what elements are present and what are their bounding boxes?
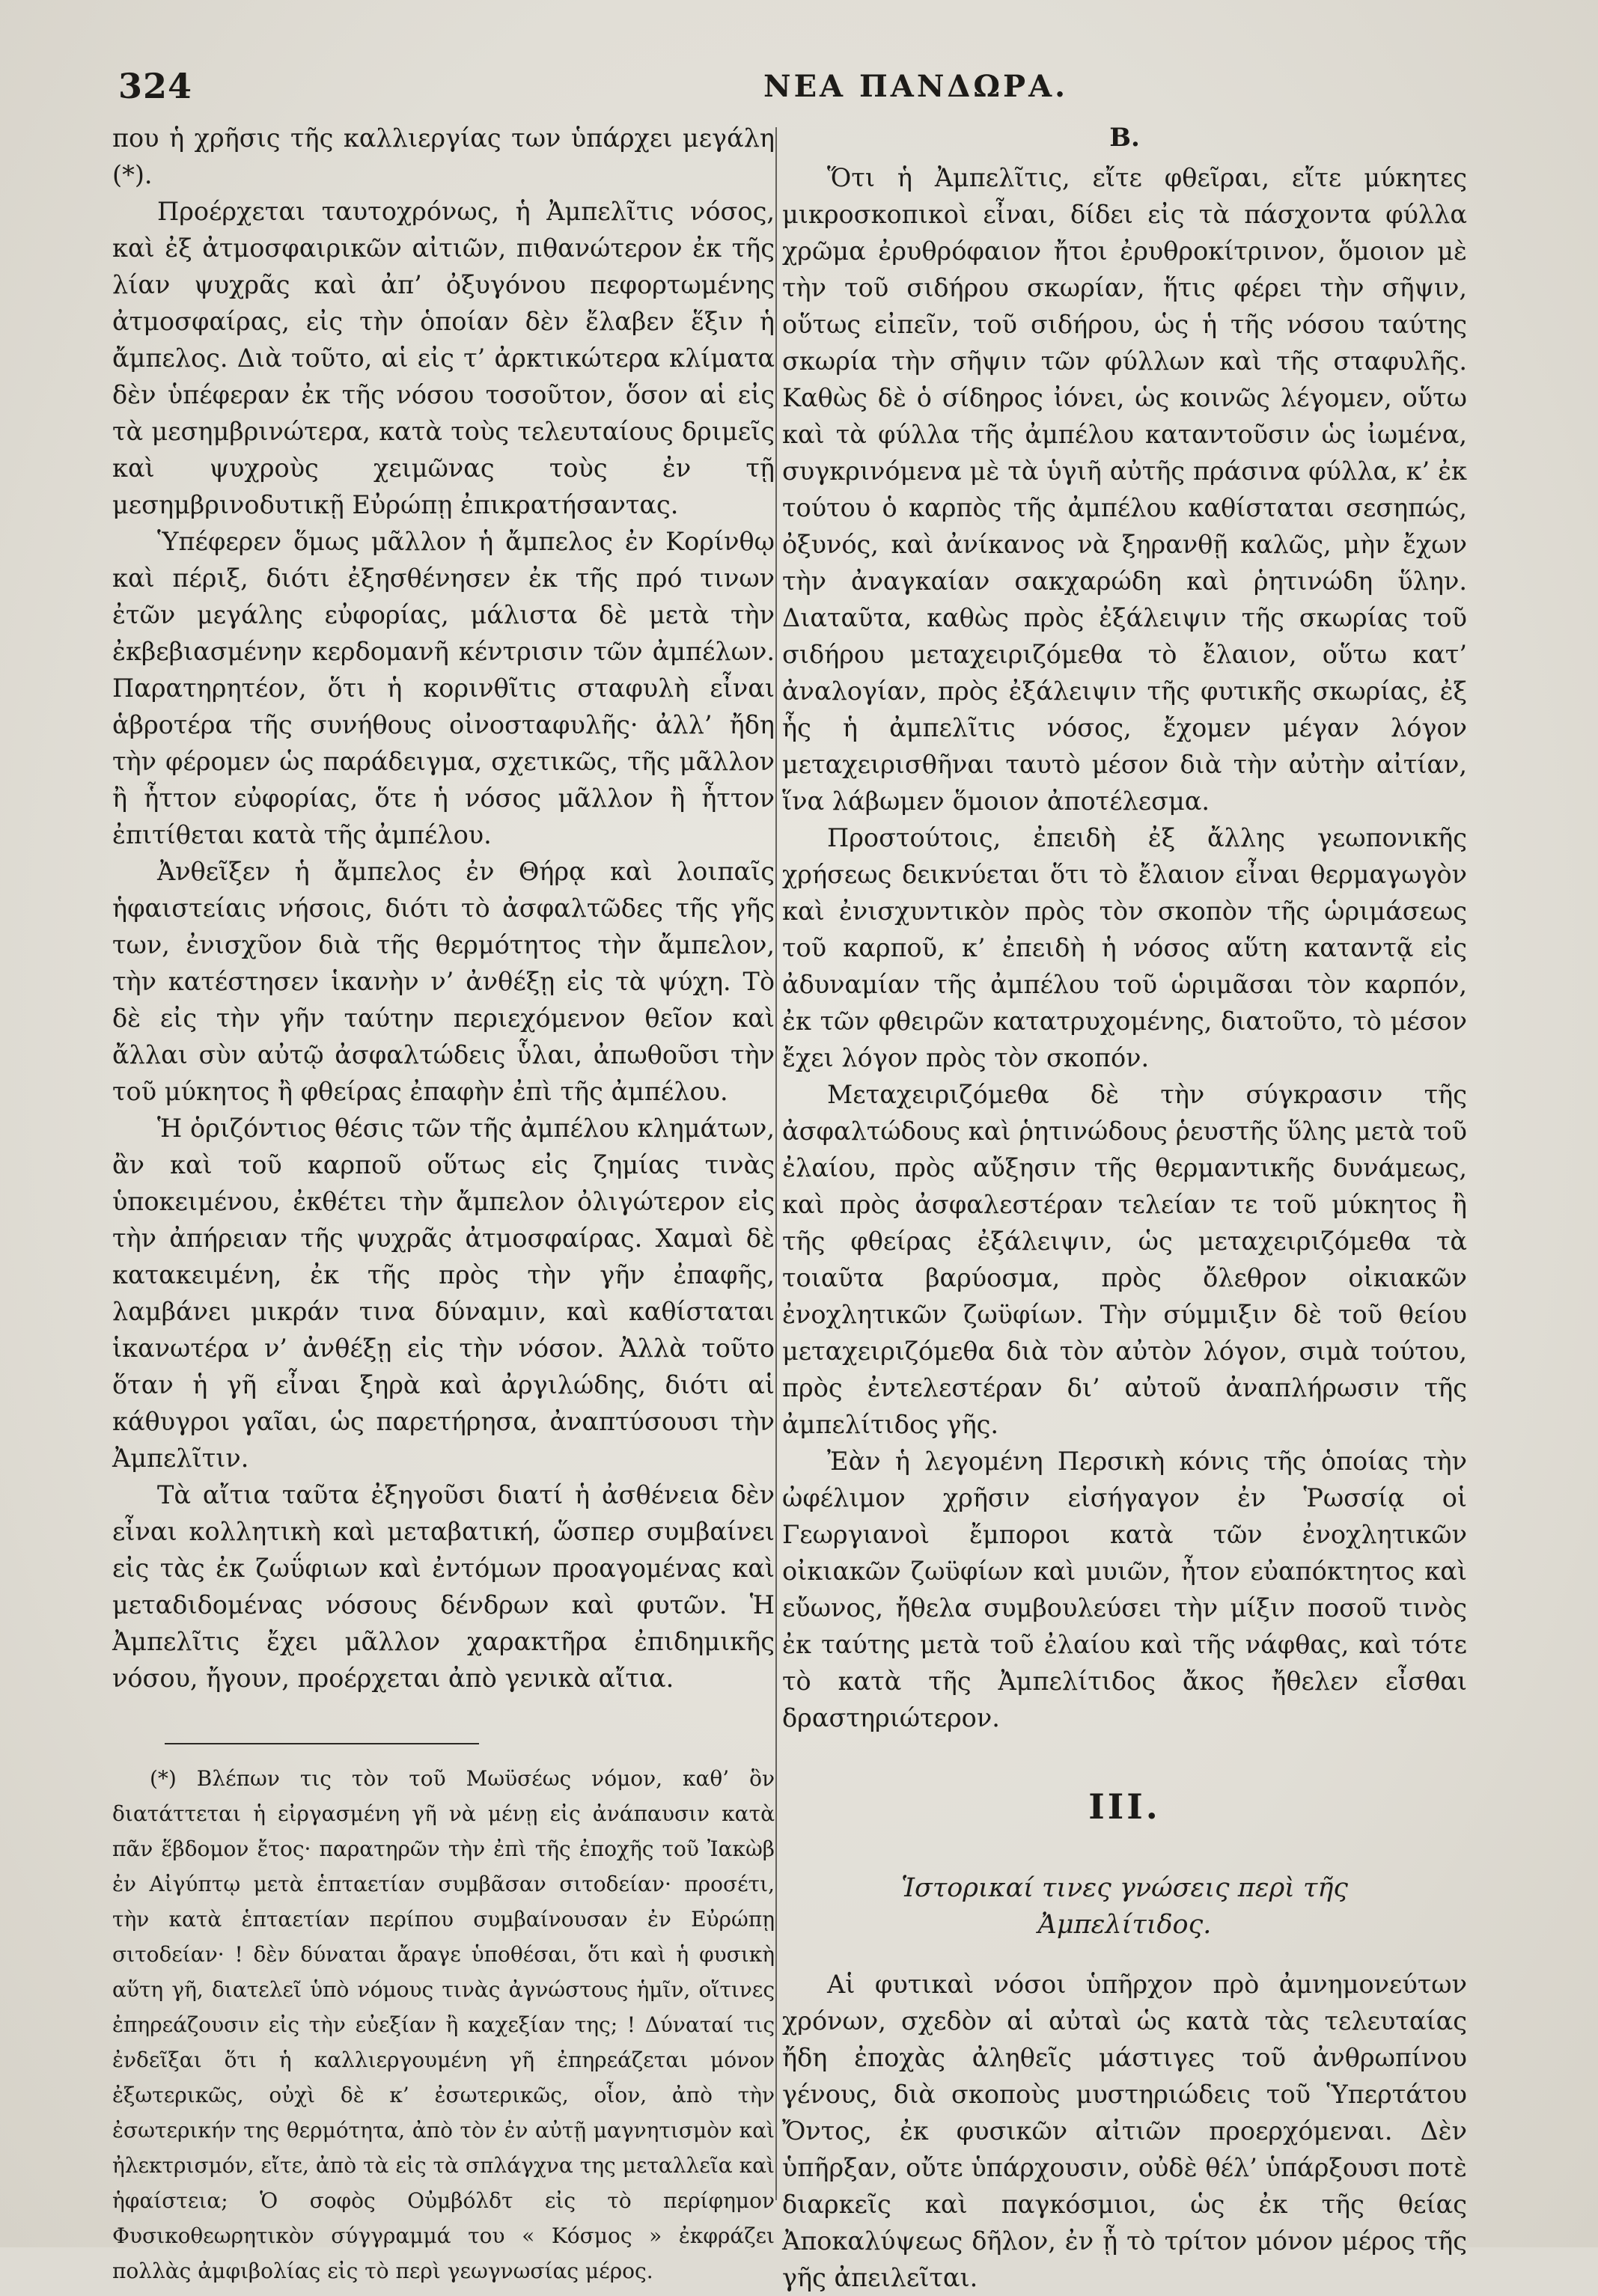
paragraph: Ὑπέφερεν ὅμως μᾶλλον ἡ ἄμπελος ἐν Κορίνθῳ καὶ πέριξ, διότι ἐξησθένησεν ἐκ τῆς πρό τινων ἐτῶν μεγάλης εὐφορίας, μάλιστα δὲ μετὰ τὴν ἐκβεβιασμένην κερδομανῆ κέντρισιν τῶν ἀμπέλων. Παρατηρητέον, ὅτι ἡ κορινθῖτις σταφυλὴ εἶναι ἁβροτέρα τῆς συνήθους οἰνοσταφυλῆς· ἀλλ’ ἤδη τὴν φέρομεν ὡς παράδειγμα, σχετικῶς, τῆς μᾶλλον ἢ ἧττον εὐφορίας, ὅτε ἡ νόσος μᾶλλον ἢ ἧττον ἐπιτίθεται κατὰ τῆς ἀμπέλου. xyxy=(112,527,775,849)
footnote xyxy=(112,1761,775,2289)
footnote-text: (*) Βλέπων τις τὸν τοῦ Μωϋσέως νόμον, καθ’ ὃν διατάττεται ἡ εἰργασμένη γῆ νὰ μένῃ εἰς ἀνάπαυσιν κατὰ πᾶν ἕβδομον ἔτος· παρατηρῶν τὴν ἐπὶ τῆς ἐποχῆς τοῦ Ἰακὼβ ἐν Αἰγύπτῳ μετὰ ἑπταετίαν συμβᾶσαν σιτοδείαν· προσέτι, τὴν κατὰ ἑπταετίαν περίπου συμβαίνουσαν ἐν Εὐρώπῃ σιτοδείαν· ! δὲν δύναται ἄραγε ὑποθέσαι, ὅτι καὶ ἡ φυσικὴ αὕτη γῆ, διατελεῖ ὑπὸ νόμους τινὰς ἀγνώστους ἡμῖν, οἵτινες ἐπηρεάζουσιν εἰς τὴν εὐεξίαν ἢ καχεξίαν της; ! Δύναταί τις ἐνδεῖξαι ὅτι ἡ καλλιεργουμένη γῆ ἐπηρεάζεται μόνον ἐξωτερικῶς, οὐχὶ δὲ κ’ ἐσωτερικῶς, οἷον, ἀπὸ τὴν ἐσωτερικήν της θερμότητα, ἀπὸ τὸν ἐν αὐτῇ μαγνητισμὸν καὶ ἠλεκτρισμόν, εἴτε, ἀπὸ τὰ εἰς τὰ σπλάγχνα της μεταλλεῖα καὶ ἡφαίστεια; Ὁ σοφὸς Οὐμβόλδτ εἰς τὸ περίφημον Φυσικοθεωρητικὸν σύγγραμμά του « Κόσμος » ἐκφράζει πολλὰς ἀμφιβολίας εἰς τὸ περὶ γεωγνωσίας μέρος. xyxy=(112,1766,775,2283)
section-subtitle-line1: Ἱστορικαί τινες γνώσεις περὶ τῆς xyxy=(901,1873,1348,1903)
paragraph: Προέρχεται ταυτοχρόνως, ἡ Ἀμπελῖτις νόσος, καὶ ἐξ ἀτμοσφαιρικῶν αἰτιῶν, πιθανώτερον ἐκ τῆς λίαν ψυχρᾶς καὶ ἀπ’ ὀξυγόνου πεφορτωμένης ἀτμοσφαίρας, εἰς τὴν ὁποίαν δὲν ἔλαβεν ἕξιν ἡ ἄμπελος. Διὰ τοῦτο, αἱ εἰς τ’ ἀρκτικώτερα κλίματα δὲν ὑπέφεραν ἐκ τῆς νόσου τοσοῦτον, ὅσον αἱ εἰς τὰ μεσημβρινώτερα, κατὰ τοὺς τελευταίους δριμεῖς καὶ ψυχροὺς χειμῶνας τοὺς ἐν τῇ μεσημβρινοδυτικῇ Εὐρώπῃ ἐπικρατήσαντας. xyxy=(112,197,775,519)
paragraph: Ἐὰν ἡ λεγομένη Περσικὴ κόνις τῆς ὁποίας τὴν ὠφέλιμον χρῆσιν εἰσήγαγον ἐν Ῥωσσίᾳ οἱ Γεωργιανοὶ ἔμποροι κατὰ τῶν ἐνοχλητικῶν οἰκιακῶν ζωϋφίων καὶ μυιῶν, ἦτον εὐαπόκτητος καὶ εὔωνος, ἤθελα συμβουλεύσει τὴν μίξιν ποσοῦ τινὸς ἐκ ταύτης μετὰ τοῦ ἐλαίου καὶ τῆς νάφθας, καὶ τότε τὸ κατὰ τῆς Ἀμπελίτιδος ἄκος ἤθελεν εἶσθαι δραστηριώτερον. xyxy=(782,1447,1467,1732)
section-heading-iii: III. xyxy=(1088,1786,1161,1827)
column-divider xyxy=(775,127,777,2200)
paragraph: Αἱ φυτικαὶ νόσοι ὑπῆρχον πρὸ ἀμνημονεύτων χρόνων, σχεδὸν αἱ αὐταὶ ὡς κατὰ τὰς τελευταίας ἤδη ἐποχὰς ἀληθεῖς μάστιγες τοῦ ἀνθρωπίνου γένους, διὰ σκοποὺς μυστηριώδεις τοῦ Ὑπερτάτου Ὄντος, ἐκ φυσικῶν αἰτιῶν προερχόμεναι. Δὲν ὑπῆρξαν, οὔτε ὑπάρχουσιν, οὐδὲ θέλ’ ὑπάρξουσι ποτὲ διαρκεῖς καὶ παγκόσμιοι, ὡς ἐκ τῆς θείας Ἀποκαλύψεως δῆλον, ἐν ᾗ τὸ τρίτον μόνον μέρος τῆς γῆς ἀπειλεῖται. xyxy=(782,1970,1467,2292)
paragraph: Ἡ ὁριζόντιος θέσις τῶν τῆς ἀμπέλου κλημάτων, ἂν καὶ τοῦ καρποῦ οὕτως εἰς ζημίας τινὰς ὑποκειμένου, ἐκθέτει τὴν ἄμπελον ὀλιγώτερον εἰς τὴν ἀπήρειαν τῆς ψυχρᾶς ἀτμοσφαίρας. Χαμαὶ δὲ κατακειμένη, ἐκ τῆς πρὸς τὴν γῆν ἐπαφῆς, λαμβάνει μικράν τινα δύναμιν, καὶ καθίσταται ἱκανωτέρα ν’ ἀνθέξῃ εἰς τὴν νόσον. Ἀλλὰ τοῦτο ὅταν ἡ γῆ εἶναι ξηρὰ καὶ ἀργιλώδης, διότι αἱ κάθυγροι γαῖαι, ὡς παρετήρησα, ἀναπτύσουσι τὴν Ἀμπελῖτιν. xyxy=(112,1114,775,1473)
right-column xyxy=(782,120,1467,2296)
left-column xyxy=(112,120,775,2289)
page-header xyxy=(112,63,1527,123)
paragraph: Τὰ αἴτια ταῦτα ἐξηγοῦσι διατί ἡ ἀσθένεια δὲν εἶναι κολλητικὴ καὶ μεταβατική, ὥσπερ συμβαίνει εἰς τὰς ἐκ ζωΰφιων καὶ ἐντόμων προαγομένας καὶ μεταδιδομένας νόσους δένδρων καὶ φυτῶν. Ἡ Ἀμπελῖτις ἔχει μᾶλλον χαρακτῆρα ἐπιδημικῆς νόσου, ἤγουν, προέρχεται ἀπὸ γενικὰ αἴτια. xyxy=(112,1480,775,1693)
paragraph: Μεταχειριζόμεθα δὲ τὴν σύγκρασιν τῆς ἀσφαλτώδους καὶ ῥητινώδους ῥευστῆς ὕλης μετὰ τοῦ ἐλαίου, πρὸς αὔξησιν τῆς θερμαντικῆς δυνάμεως, καὶ πρὸς ἀσφαλεστέραν τελείαν τε τοῦ μύκητος ἢ τῆς φθείρας ἐξάλειψιν, ὡς μεταχειριζόμεθα τὰ τοιαῦτα βαρύοσμα, πρὸς ὄλεθρον οἰκιακῶν ἐνοχλητικῶν ζωϋφίων. Τὴν σύμμιξιν δὲ τοῦ θείου μεταχειριζόμεθα διὰ τὸν αὐτὸν λόγον, σιμὰ τούτου, πρὸς ἐντελεστέραν δι’ αὐτοῦ ἀναπλήρωσιν τῆς ἀμπελίτιδος γῆς. xyxy=(782,1080,1467,1439)
footnote-rule xyxy=(165,1743,479,1744)
paragraph: Ἀνθεῖξεν ἡ ἄμπελος ἐν Θήρᾳ καὶ λοιπαῖς ἡφαιστείαις νήσοις, διότι τὸ ἀσφαλτῶδες τῆς γῆς των, ἐνισχῦον διὰ τῆς θερμότητος τὴν ἄμπελον, τὴν κατέστησεν ἱκανὴν ν’ ἀνθέξῃ εἰς τὰ ψύχη. Τὸ δὲ εἰς τὴν γῆν ταύτην περιεχόμενον θεῖον καὶ ἄλλαι σὺν αὐτῷ ἀσφαλτώδεις ὗλαι, ἀπωθοῦσι τὴν τοῦ μύκητος ἢ φθείρας ἐπαφὴν ἐπὶ τῆς ἀμπέλου. xyxy=(112,857,775,1106)
running-head: ΝΕΑ ΠΑΝΔΩΡΑ. xyxy=(763,69,1069,104)
paragraph: Ὅτι ἡ Ἀμπελῖτις, εἴτε φθεῖραι, εἴτε μύκητες μικροσκοπικοὶ εἶναι, δίδει εἰς τὰ πάσχοντα φύλλα χρῶμα ἐρυθρόφαιον ἤτοι ἐρυθροκίτρινον, ὅμοιον μὲ τὴν τοῦ σιδήρου σκωρίαν, ἥτις φέρει τὴν σῆψιν, οὕτως εἰπεῖν, τοῦ σιδήρου, ὡς ἡ τῆς νόσου ταύτης σκωρία τὴν σῆψιν τῶν φύλλων καὶ τῆς σταφυλῆς. Καθὼς δὲ ὁ σίδηρος ἰόνει, ὡς κοινῶς λέγομεν, οὕτω καὶ τὰ φύλλα τῆς ἀμπέλου καταντοῦσιν ὡς ἰωμένα, συγκρινόμενα μὲ τὰ ὑγιῆ αὐτῆς πράσινα φύλλα, κ’ ἐκ τούτου ὁ καρπὸς τῆς ἀμπέλου καθίσταται σεσηπώς, ὀξυνός, καὶ ἀνίκανος νὰ ξηρανθῇ καλῶς, μὴν ἔχων τὴν ἀναγκαίαν σακχαρώδη καὶ ῥητινώδη ὕλην. Διαταῦτα, καθὼς πρὸς ἐξάλειψιν τῆς σκωρίας τοῦ σιδήρου μεταχειριζόμεθα τὸ ἔλαιον, οὕτω κατ’ ἀναλογίαν, πρὸς ἐξάλειψιν τῆς φυτικῆς σκωρίας, ἐξ ἧς ἡ ἀμπελῖτις νόσος, ἔχομεν μέγαν λόγον μεταχειρισθῆναι ταυτὸ μέσον διὰ τὴν αὐτὴν αἰτίαν, ἵνα λάβωμεν ὅμοιον ἀποτέλεσμα. xyxy=(782,163,1467,816)
section-subtitle-line2: Ἀμπελίτιδος. xyxy=(1037,1910,1212,1940)
paragraph: Προστούτοις, ἐπειδὴ ἐξ ἄλλης γεωπονικῆς χρήσεως δεικνύεται ὅτι τὸ ἔλαιον εἶναι θερμαγωγὸν καὶ ἐνισχυντικὸν πρὸς τὸν σκοπὸν τῆς ὡριμάσεως τοῦ καρποῦ, κ’ ἐπειδὴ ἡ νόσος αὕτη καταντᾷ εἰς ἀδυναμίαν τῆς ἀμπέλου τοῦ ὡριμᾶσαι τὸν καρπόν, ἐκ τῶν φθειρῶν κατατρυχομένης, διατοῦτο, τὸ μέσον ἔχει λόγον πρὸς τὸν σκοπόν. xyxy=(782,823,1467,1072)
paragraph: που ἡ χρῆσις τῆς καλλιεργίας των ὑπάρχει μεγάλη (*). xyxy=(112,123,775,189)
page-number: 324 xyxy=(118,66,193,106)
section-heading-b: Β. xyxy=(1109,123,1140,153)
